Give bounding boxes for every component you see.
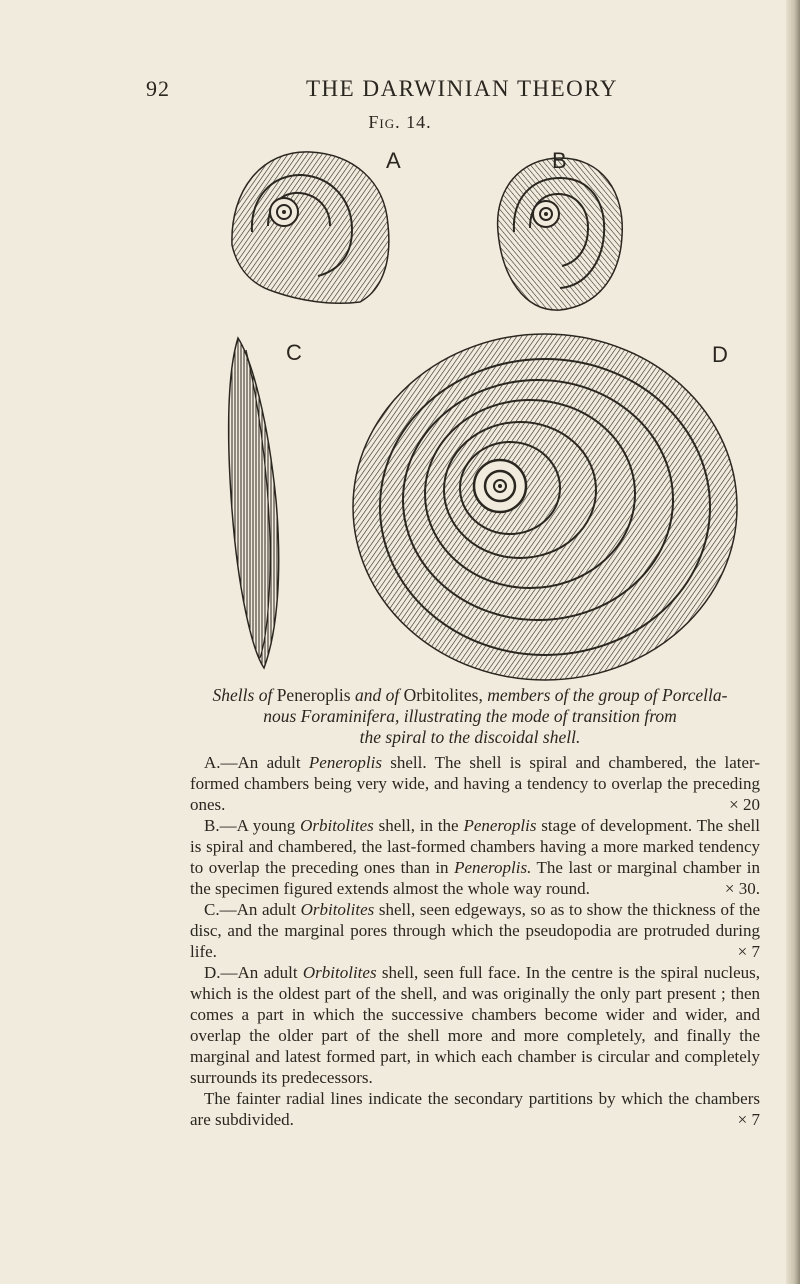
caption-line3: the spiral to the discoidal shell. [359,727,581,747]
description-b-genus3: Peneroplis. [454,858,532,877]
description-a-genus: Peneroplis [308,753,382,772]
description-d-prefix: D.—An adult [204,963,298,982]
magnification-d: × 7 [737,1110,760,1129]
page-number: 92 [146,76,170,101]
panel-label-a: A [386,148,401,173]
description-d [190,962,760,1088]
magnification-b: × 30. [724,879,760,898]
caption-part3: members of the group of Porcella- [487,685,728,705]
description-b-text2: The last or marginal chamber in the specimen figured extends almost the whole way round. [190,858,761,898]
caption-genus1: Peneroplis [276,685,351,705]
description-a [190,752,760,815]
shell-b-drawing [498,158,623,310]
panel-label-d: D [712,342,728,367]
description-c-prefix: C.—An adult [204,900,296,919]
description-c [190,899,760,962]
shell-d-drawing [353,334,737,680]
figure-descriptions [190,752,760,1130]
running-head: THE DARWINIAN THEORY [306,76,618,101]
description-final [190,1088,760,1130]
caption-part2: and of [354,685,400,705]
description-a-text: shell. The shell is spiral and chambered, the later-formed chambers being very wide, and having a tendency to overlap the preceding ones. [190,753,761,814]
magnification-c: × 7 [737,942,760,961]
caption-genus2: Orbitolites, [403,685,483,705]
figure-label: Fig. 14. [368,112,432,132]
description-d-text: shell, seen full face. In the centre is the spiral nucleus, which is the oldest part of the shell, and was originally the only part present ; then comes a part in which the successive chambers become wider and wider, and overlap the older part of the shell more and more completely, and finally the marginal and latest formed part, in which each chamber is circular and completely surrounds its predecessors. [190,963,761,1087]
description-b [190,815,760,899]
description-a-prefix: A.—An adult [204,753,301,772]
caption-line2: nous Foraminifera, illustrating the mode of transition from [263,706,677,726]
figure-caption [190,685,750,748]
shell-a-drawing [232,152,389,303]
description-b-mid: shell, in the [378,816,459,835]
description-c-genus: Orbitolites [300,900,375,919]
description-b-prefix: B.—A young [204,816,296,835]
panel-label-c: C [286,340,302,365]
panel-label-b: B [552,148,567,173]
description-final-text: The fainter radial lines indicate the secondary partitions by which the chambers are subdivided. [190,1089,760,1129]
shell-c-drawing [229,338,279,668]
description-b-genus2: Peneroplis [463,816,537,835]
caption-part1: Shells of [212,685,273,705]
description-c-text: shell, seen edgeways, so as to show the thickness of the disc, and the marginal pores through which the pseudopodia are protruded during life. [190,900,761,961]
description-d-genus: Orbitolites [302,963,377,982]
description-b-genus1: Orbitolites [300,816,374,835]
description-b-text1: stage of development. The shell is spiral and chambered, the last-formed chambers having a more marked tendency to overlap the preceding ones than in [190,816,760,877]
magnification-a: × 20 [729,795,760,814]
